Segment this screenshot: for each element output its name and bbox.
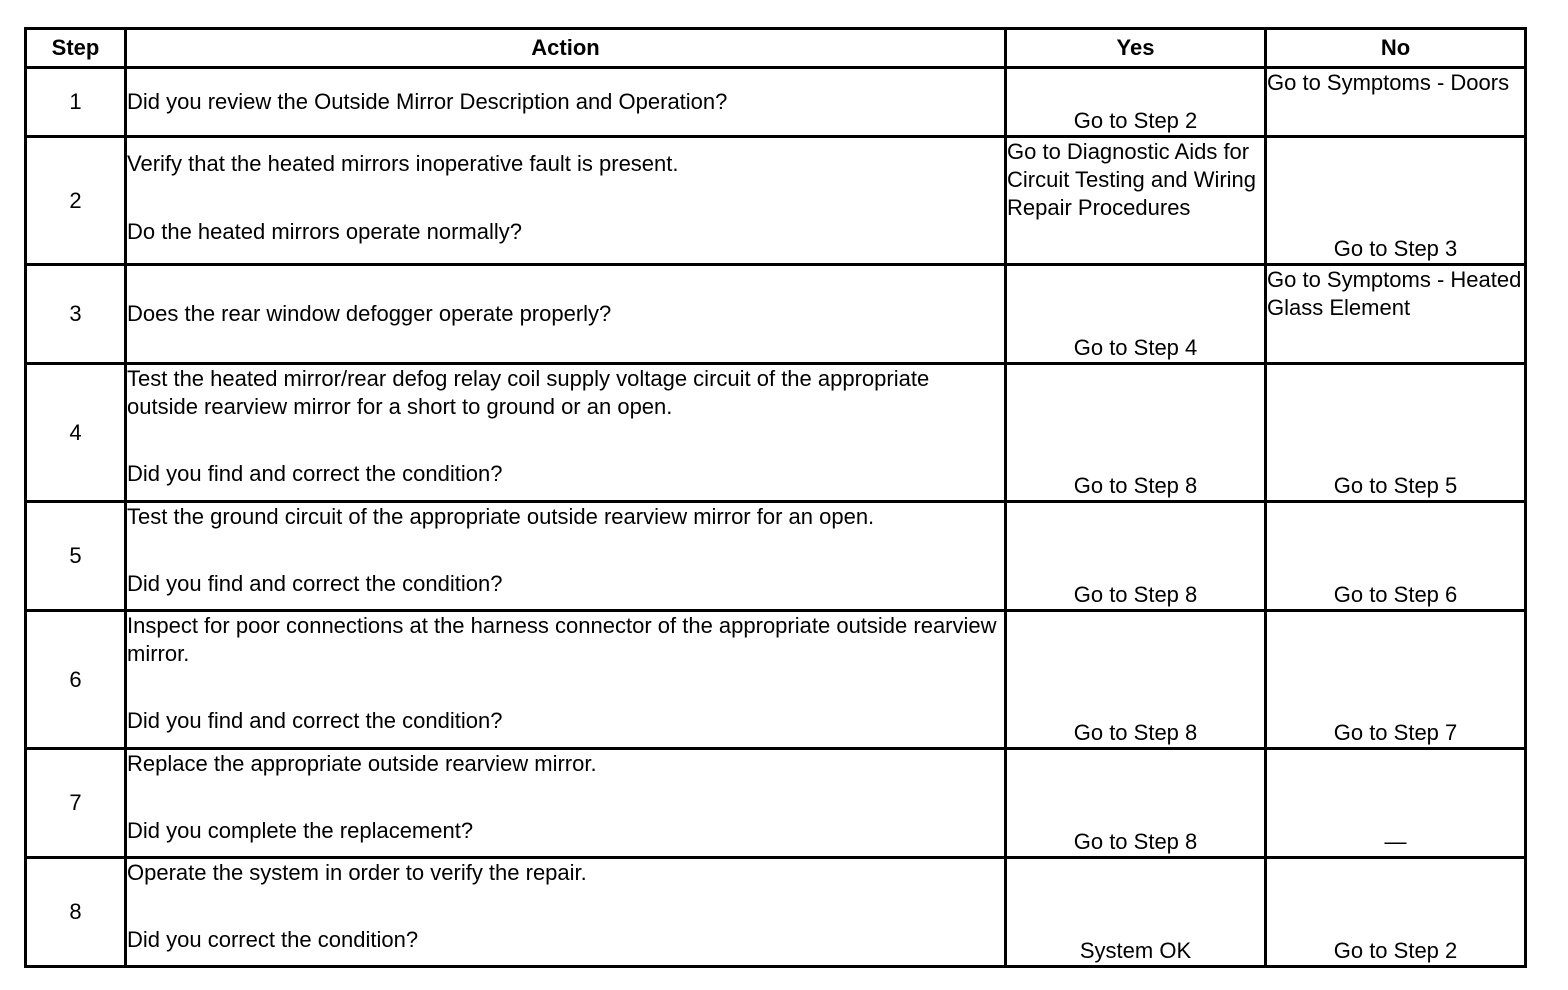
table-row [26,502,1526,611]
action-text: Replace the appropriate outside rearview mirror. [127,751,597,776]
action-text: Test the heated mirror/rear defog relay coil supply voltage circuit of the appropriate outside rearview mirror for a short to ground or an open. [127,366,930,419]
step-number: 8 [26,858,126,967]
action-text: Inspect for poor connections at the harness connector of the appropriate outside rearview mirror. [127,613,997,666]
table-row [26,749,1526,858]
action-question: Did you correct the condition? [127,927,419,952]
no-cell: Go to Step 6 [1266,502,1526,611]
no-cell: — [1266,749,1526,858]
table-row [26,265,1526,364]
action-cell [126,137,1006,265]
action-cell [126,502,1006,611]
step-number: 7 [26,749,126,858]
action-text: Test the ground circuit of the appropriate outside rearview mirror for an open. [127,504,875,529]
action-text: Verify that the heated mirrors inoperative fault is present. [127,151,679,176]
table-row [26,858,1526,967]
yes-cell: System OK [1006,858,1266,967]
step-number: 3 [26,265,126,364]
action-text: Operate the system in order to verify the repair. [127,860,587,885]
step-number: 2 [26,137,126,265]
action-cell [126,364,1006,502]
header-no: No [1266,29,1526,68]
table-row [26,611,1526,749]
yes-cell: Go to Step 4 [1006,265,1266,364]
action-text: Does the rear window defogger operate properly? [127,301,612,326]
step-number: 6 [26,611,126,749]
no-cell: Go to Step 7 [1266,611,1526,749]
action-question: Did you find and correct the condition? [127,571,503,596]
header-step: Step [26,29,126,68]
action-cell [126,611,1006,749]
yes-cell: Go to Step 8 [1006,611,1266,749]
table-row [26,68,1526,137]
no-cell: Go to Symptoms - Doors [1266,68,1526,137]
header-row [26,29,1526,68]
yes-cell: Go to Step 8 [1006,364,1266,502]
table-row [26,364,1526,502]
no-cell: Go to Step 2 [1266,858,1526,967]
step-number: 4 [26,364,126,502]
action-question: Did you find and correct the condition? [127,708,503,733]
step-number: 5 [26,502,126,611]
action-cell [126,858,1006,967]
yes-cell: Go to Diagnostic Aids for Circuit Testing and Wiring Repair Procedures [1006,137,1266,265]
header-yes: Yes [1006,29,1266,68]
diagnostic-table [24,27,1527,968]
header-action: Action [126,29,1006,68]
step-number: 1 [26,68,126,137]
no-cell: Go to Symptoms - Heated Glass Element [1266,265,1526,364]
no-cell: Go to Step 3 [1266,137,1526,265]
table-row [26,137,1526,265]
yes-cell: Go to Step 2 [1006,68,1266,137]
no-cell: Go to Step 5 [1266,364,1526,502]
yes-cell: Go to Step 8 [1006,749,1266,858]
action-question: Do the heated mirrors operate normally? [127,219,522,244]
action-text: Did you review the Outside Mirror Description and Operation? [127,89,728,114]
action-question: Did you find and correct the condition? [127,461,503,486]
action-cell [126,265,1006,364]
action-cell [126,68,1006,137]
action-cell [126,749,1006,858]
yes-cell: Go to Step 8 [1006,502,1266,611]
action-question: Did you complete the replacement? [127,818,474,843]
